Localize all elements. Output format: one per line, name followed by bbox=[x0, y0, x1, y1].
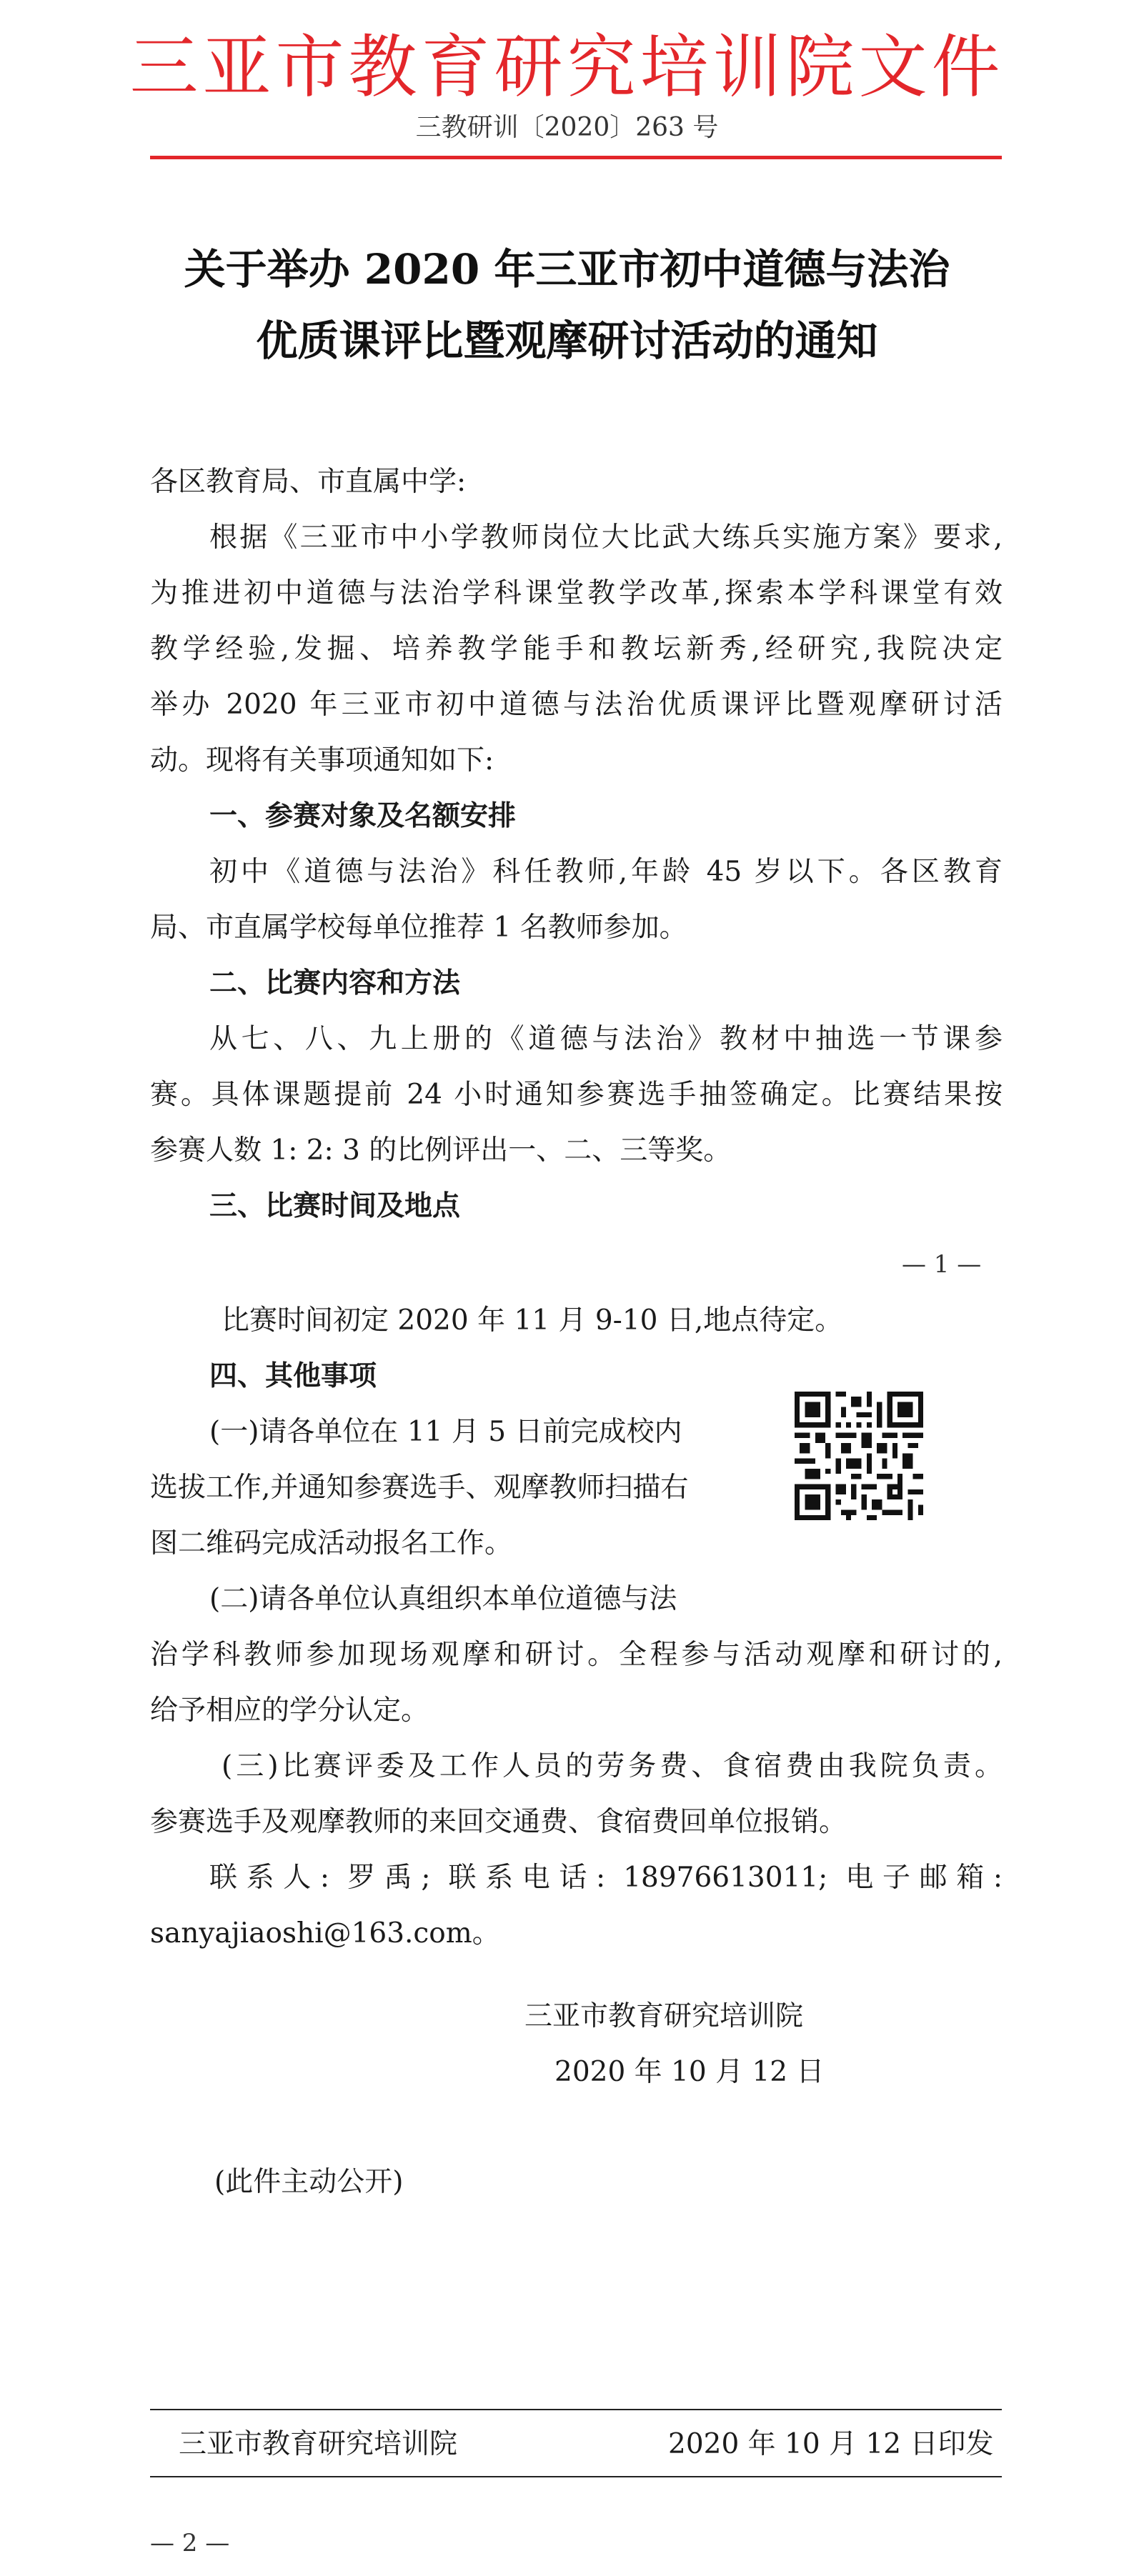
page-number-2: — 2 — bbox=[150, 2529, 230, 2557]
section4-item1-line: 图二维码完成活动报名工作。 bbox=[150, 1527, 513, 1559]
section-heading-4: 四、其他事项 bbox=[209, 1360, 377, 1392]
section4-item1-line: 选拔工作,并通知参赛选手、观摩教师扫描右 bbox=[150, 1472, 689, 1504]
contact-email-line: sanyajiaoshi@163.com。 bbox=[150, 1917, 500, 1950]
intro-line: 动。现将有关事项通知如下: bbox=[150, 744, 494, 777]
notice-title-line-2: 优质课评比暨观摩研讨活动的通知 bbox=[256, 316, 878, 365]
section-heading-2: 二、比赛内容和方法 bbox=[209, 967, 461, 999]
section2-line: 参赛人数 1: 2: 3 的比例评出一、二、三等奖。 bbox=[150, 1134, 732, 1167]
section-heading-3: 三、比赛时间及地点 bbox=[209, 1190, 461, 1222]
section4-item2-line: 给予相应的学分认定。 bbox=[150, 1694, 429, 1727]
intro-line: 为推进初中道德与法治学科课堂教学改革,探索本学科课堂有效 bbox=[150, 577, 1003, 609]
section1-line: 初中《道德与法治》科任教师,年龄 45 岁以下。各区教育 bbox=[209, 856, 1003, 888]
page-number-1: — 1 — bbox=[902, 1250, 982, 1279]
section1-line: 局、市直属学校每单位推荐 1 名教师参加。 bbox=[150, 912, 687, 944]
footer-org: 三亚市教育研究培训院 bbox=[179, 2428, 458, 2460]
signature-date: 2020 年 10 月 12 日 bbox=[554, 2056, 825, 2088]
section3-line: 比赛时间初定 2020 年 11 月 9-10 日,地点待定。 bbox=[222, 1304, 843, 1337]
intro-line: 教学经验,发掘、培养教学能手和教坛新秀,经研究,我院决定 bbox=[150, 633, 1003, 665]
section-heading-1: 一、参赛对象及名额安排 bbox=[209, 800, 517, 832]
section2-line: 从七、八、九上册的《道德与法治》教材中抽选一节课参 bbox=[209, 1023, 1003, 1055]
salutation: 各区教育局、市直属中学: bbox=[150, 466, 467, 498]
disclosure-note: (此件主动公开) bbox=[214, 2166, 404, 2198]
signature-org: 三亚市教育研究培训院 bbox=[524, 2000, 804, 2032]
header-red-divider bbox=[150, 156, 1002, 159]
footer-bottom-rule bbox=[150, 2476, 1002, 2477]
qr-code-icon[interactable] bbox=[795, 1392, 923, 1520]
document-org-title: 三亚市教育研究培训院文件 bbox=[129, 27, 1005, 107]
notice-title-line-1: 关于举办 2020 年三亚市初中道德与法治 bbox=[184, 245, 950, 294]
footer-print-date: 2020 年 10 月 12 日印发 bbox=[668, 2428, 994, 2460]
intro-line: 举办 2020 年三亚市初中道德与法治优质课评比暨观摩研讨活 bbox=[150, 689, 1003, 721]
document-number: 三教研训〔2020〕263 号 bbox=[415, 113, 719, 142]
section4-item3-line: 参赛选手及观摩教师的来回交通费、食宿费回单位报销。 bbox=[150, 1806, 847, 1838]
intro-line: 根据《三亚市中小学教师岗位大比武大练兵实施方案》要求, bbox=[209, 521, 1003, 554]
contact-line: 联系人: 罗禹; 联系电话: 18976613011; 电子邮箱: bbox=[209, 1862, 1003, 1894]
section4-item1-line: (一)请各单位在 11 月 5 日前完成校内 bbox=[209, 1416, 682, 1448]
section4-item3-line: (三)比赛评委及工作人员的劳务费、食宿费由我院负责。 bbox=[222, 1750, 1003, 1782]
section4-item2-line: (二)请各单位认真组织本单位道德与法 bbox=[209, 1583, 677, 1615]
section2-line: 赛。具体课题提前 24 小时通知参赛选手抽签确定。比赛结果按 bbox=[150, 1079, 1003, 1111]
section4-item2-line: 治学科教师参加现场观摩和研讨。全程参与活动观摩和研讨的, bbox=[150, 1639, 1003, 1671]
footer-top-rule bbox=[150, 2409, 1002, 2410]
